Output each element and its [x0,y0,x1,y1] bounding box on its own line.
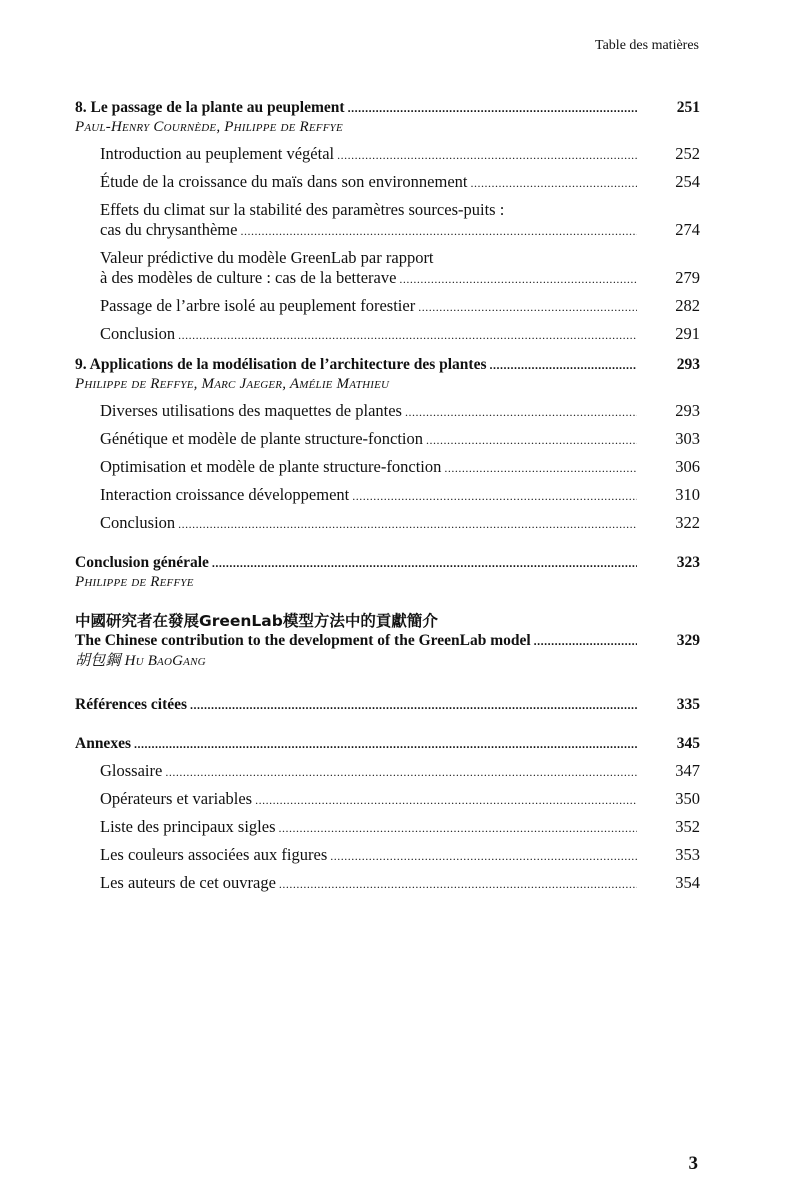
toc-page: 335 [676,696,700,713]
toc-page: 322 [675,513,700,532]
toc-page: 303 [675,429,700,448]
toc-references[interactable] [75,695,700,715]
toc-title: Génétique et modèle de plante structure-fonction [100,429,423,448]
toc-title: Annexes [75,735,131,752]
leader-dots [489,355,637,375]
chapter-authors: Philippe de Reffye, Marc Jaeger, Amélie Mathieu [75,376,390,392]
toc-page: 291 [675,324,700,343]
toc-page: 306 [675,457,700,476]
toc-title: 8. Le passage de la plante au peuplement [75,99,345,116]
toc-title: Glossaire [100,761,163,780]
leader-dots [470,173,637,193]
leader-dots [399,269,637,289]
toc-title: Conclusion [100,324,176,343]
toc-page: 310 [675,485,700,504]
leader-dots [212,553,637,573]
toc-entry[interactable] [100,172,700,193]
toc-title: Étude de la croissance du maïs dans son environnement [100,172,468,191]
leader-dots [134,734,637,754]
toc-page: 293 [676,356,700,373]
chapter-authors: Philippe de Reffye [75,574,194,590]
toc-title: Introduction au peuplement végétal [100,144,335,163]
leader-dots [426,430,637,450]
leader-dots [165,762,637,782]
toc-entry[interactable] [100,873,700,894]
toc-page: 293 [675,401,700,420]
leader-dots [190,695,637,715]
toc-entry[interactable] [100,817,700,838]
toc-title: Les auteurs de cet ouvrage [100,873,276,892]
toc-entry[interactable] [100,761,700,782]
toc-title: Conclusion [100,513,176,532]
toc-entry[interactable] [100,248,700,289]
toc-entry[interactable] [100,513,700,534]
toc-title: The Chinese contribution to the development of the GreenLab model [75,632,531,649]
toc-title: Liste des principaux sigles [100,817,276,836]
leader-dots [348,98,637,118]
toc-page: 282 [675,296,700,315]
toc-chapter-9[interactable] [75,355,700,375]
leader-dots [405,402,637,422]
toc-page: 347 [675,761,700,780]
toc-entry[interactable] [100,457,700,478]
toc-title: à des modèles de culture : cas de la betterave [100,268,397,287]
toc-page: 274 [675,220,700,239]
toc-title: 9. Applications de la modélisation de l’architecture des plantes [75,356,487,373]
toc-entry[interactable] [100,324,700,345]
toc-title: Les couleurs associées aux figures [100,845,328,864]
toc-title-chinese: 中國研究者在發展GreenLab模型方法中的貢獻簡介 [75,612,438,630]
toc-chapter-8[interactable] [75,98,700,118]
leader-dots [352,486,637,506]
toc-entry[interactable] [100,845,700,866]
toc-page: 350 [675,789,700,808]
toc-title: cas du chrysanthème [100,220,238,239]
toc-page: 254 [675,172,700,191]
toc-entry[interactable] [100,296,700,317]
leader-dots [444,458,637,478]
leader-dots [337,145,637,165]
toc-page: 251 [676,99,700,116]
toc-conclusion-generale[interactable] [75,553,700,573]
toc-entry[interactable] [100,200,700,241]
leader-dots [178,325,637,345]
table-of-contents [75,98,700,894]
leader-dots [418,297,637,317]
toc-page: 352 [675,817,700,836]
toc-entry[interactable] [100,485,700,506]
chapter-authors: Paul-Henry Cournède, Philippe de Reffye [75,119,343,135]
toc-title: Opérateurs et variables [100,789,253,808]
chapter-authors [75,651,700,671]
author-name-chinese: 胡包鋼 [75,651,121,669]
leader-dots [279,874,637,894]
author-name: Hu BaoGang [124,653,206,669]
toc-title-line: Effets du climat sur la stabilité des paramètres sources-puits : [100,200,505,219]
leader-dots [330,846,637,866]
toc-title: Références citées [75,696,188,713]
toc-chinese-contribution[interactable] [75,611,700,671]
toc-title: Optimisation et modèle de plante structure-fonction [100,457,442,476]
toc-entry[interactable] [100,144,700,165]
toc-annexes[interactable] [75,734,700,754]
toc-page: 345 [676,735,700,752]
toc-title: Interaction croissance développement [100,485,350,504]
toc-page: 354 [675,873,700,892]
running-head: Table des matières [595,38,699,53]
toc-entry[interactable] [100,429,700,450]
toc-page: 252 [675,144,700,163]
page-number: 3 [688,1153,698,1174]
leader-dots [255,790,637,810]
toc-page: 353 [675,845,700,864]
leader-dots [178,514,637,534]
toc-page: 329 [676,632,700,649]
leader-dots [534,631,637,651]
toc-title: Diverses utilisations des maquettes de plantes [100,401,402,420]
toc-title-line: Valeur prédictive du modèle GreenLab par rapport [100,248,434,267]
leader-dots [240,221,637,241]
toc-entry[interactable] [100,401,700,422]
toc-title: Passage de l’arbre isolé au peuplement forestier [100,296,416,315]
toc-title: Conclusion générale [75,554,209,571]
toc-page: 279 [675,268,700,287]
leader-dots [279,818,637,838]
toc-entry[interactable] [100,789,700,810]
toc-page: 323 [676,554,700,571]
